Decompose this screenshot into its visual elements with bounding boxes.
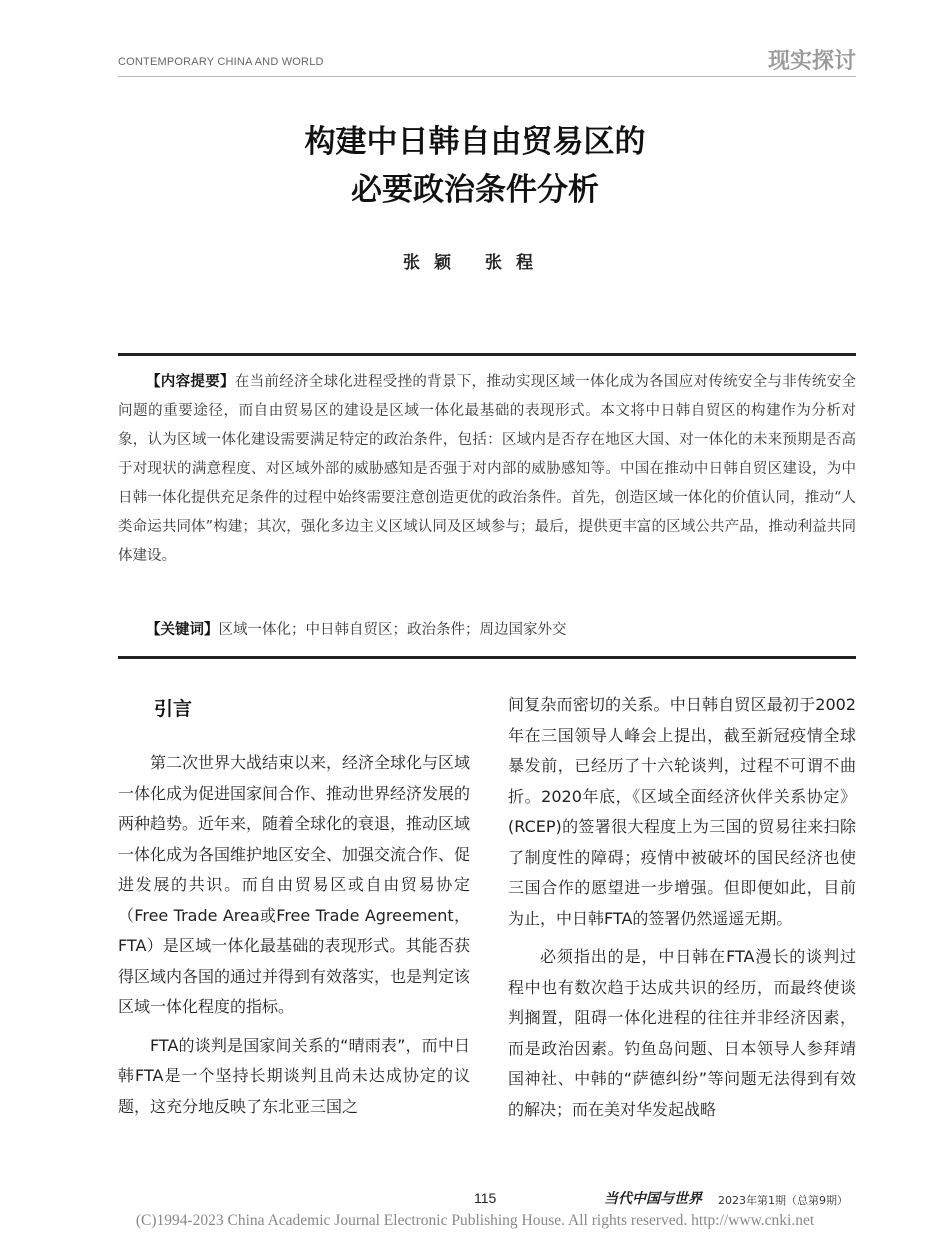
journal-chinese-name: 当代中国与世界 xyxy=(604,1191,702,1207)
abstract-top-rule xyxy=(118,353,856,356)
journal-english-name: CONTEMPORARY CHINA AND WORLD xyxy=(118,56,324,68)
page-number: 115 xyxy=(474,1190,497,1206)
title-line-2: 必要政治条件分析 xyxy=(351,172,599,208)
body-right-column xyxy=(508,690,856,1125)
keywords xyxy=(118,616,856,645)
keywords-text: 区域一体化；中日韩自贸区；政治条件；周边国家外交 xyxy=(218,622,567,638)
title-line-1: 构建中日韩自由贸易区的 xyxy=(304,124,646,160)
abstract-bottom-rule xyxy=(118,656,856,659)
article-title xyxy=(0,118,950,214)
body-left-column xyxy=(118,690,470,1122)
copyright-watermark: (C)1994-2023 China Academic Journal Electronic Publishing House. All rights reserved. http://www.cnki.net xyxy=(135,1212,815,1229)
section-heading: 引言 xyxy=(154,698,193,720)
paragraph: 第二次世界大战结束以来，经济全球化与区域一体化成为促进国家间合作、推动世界经济发展的两种趋势。近年来，随着全球化的衰退，推动区域一体化成为各国维护地区安全、加强交流合作、促进发展的共识。而自由贸易区或自由贸易协定（Free Trade Area或Free Trade Agreement，FTA）是区域一体化最基础的表现形式。其能否获得区域内各国的通过并得到有效落实，也是判定该区域一体化程度的指标。 xyxy=(118,753,471,1016)
section-tag: 现实探讨 xyxy=(767,49,856,74)
paragraph: 必须指出的是，中日韩在FTA漫长的谈判过程中也有数次趋于达成共识的经历，而最终使谈判搁置，阻碍一体化进程的往往并非经济因素，而是政治因素。钓鱼岛问题、日本领导人参拜靖国神社、中韩的“萨德纠纷”等问题无法得到有效的解决；而在美对华发起战略 xyxy=(508,947,856,1119)
abstract-label: 【内容提要】 xyxy=(146,374,235,390)
keywords-label: 【关键词】 xyxy=(146,622,219,638)
paragraph: 间复杂而密切的关系。中日韩自贸区最初于2002年在三国领导人峰会上提出，截至新冠疫情全球暴发前，已经历了十六轮谈判，过程不可谓不曲折。2020年底，《区域全面经济伙伴关系协定》(RCEP)的签署很大程度上为三国的贸易往来扫除了制度性的障碍；疫情中被破坏的国民经济也使三国合作的愿望进一步增强。但即便如此，目前为止，中日韩FTA的签署仍然遥遥无期。 xyxy=(508,695,856,928)
header-divider xyxy=(118,76,856,77)
authors: 张颖 张程 xyxy=(403,253,547,273)
paragraph: FTA的谈判是国家间关系的“晴雨表”，而中日韩FTA是一个坚持长期谈判且尚未达成协定的议题，这充分地反映了东北亚三国之 xyxy=(118,1035,470,1116)
abstract xyxy=(118,368,856,571)
abstract-text: 在当前经济全球化进程受挫的背景下，推动实现区域一体化成为各国应对传统安全与非传统安全问题的重要途径，而自由贸易区的建设是区域一体化最基础的表现形式。本文将中日韩自贸区的构建作为分析对象，认为区域一体化建设需要满足特定的政治条件，包括：区域内是否存在地区大国、对一体化的未来预期是否高于对现状的满意程度、对区域外部的威胁感知是否强于对内部的威胁感知等。中国在推动中日韩自贸区建设，为中日韩一体化提供充足条件的过程中始终需要注意创造更优的政治条件。首先，创造区域一体化的价值认同，推动“人类命运共同体”构建；其次，强化多边主义区域认同及区域参与；最后，提供更丰富的区域公共产品，推动利益共同体建设。 xyxy=(118,374,857,564)
issue-info: 2023年第1期（总第9期） xyxy=(718,1194,848,1207)
